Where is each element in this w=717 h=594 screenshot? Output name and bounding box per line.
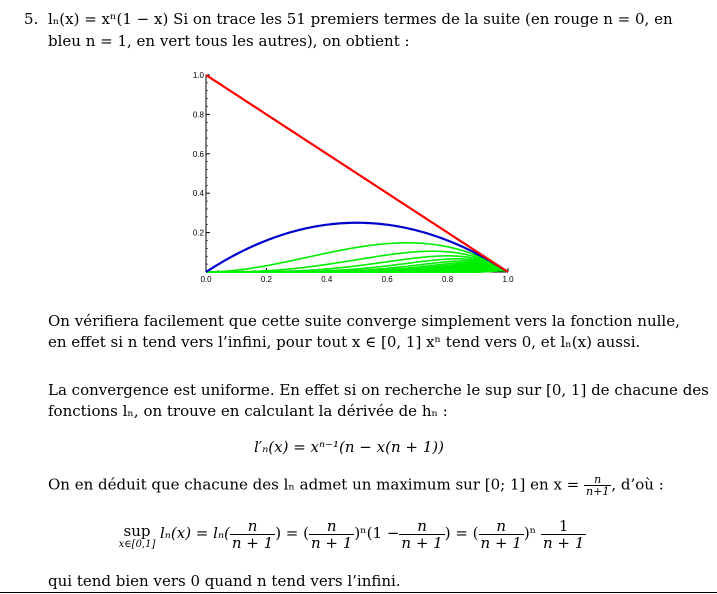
eq2-frac-5-den: n + 1 [542,533,585,552]
x-tick-label: 1.0 [502,275,514,284]
eq2-frac-4-num: n [496,516,506,535]
y-tick-label: 0.8 [192,110,204,120]
para2-line-2: fonctions lₙ, on trouve en calculant la dérivée de hₙ : [48,402,448,420]
eq2-frac-3-den: n + 1 [401,533,443,552]
eq2-mid-1: ) = ( [275,524,309,542]
eq2-lhs: lₙ(x) = lₙ( [160,524,230,542]
eq2-frac-2 [309,518,354,551]
y-tick-label: 0.6 [192,149,204,159]
item-line-2: bleu n = 1, en vert tous les autres), on obtient : [48,32,410,50]
sup-operator [114,523,160,551]
para3-frac-den: n+1 [586,485,610,498]
x-tick-label: 0.4 [321,275,333,284]
eq2-frac-4 [479,518,524,551]
para1-line-2: en effet si n tend vers l’infini, pour tout x ∈ [0, 1] xⁿ tend vers 0, et lₙ(x) aussi. [48,333,641,351]
eq2-mid-4: )ⁿ [523,524,537,542]
para3 [48,474,664,497]
item-line-1: lₙ(x) = xⁿ(1 − x) Si on trace les 51 premiers termes de la suite (en rouge n = 0, en [48,10,673,28]
eq2-mid-2: )ⁿ(1 − [354,524,400,542]
eq2-frac-1 [230,518,275,551]
eq2-frac-1-num: n [247,516,258,535]
function-plot [178,66,523,288]
para3-prefix: On en déduit que chacune des lₙ admet un maximum sur [0; 1] en x = [48,475,580,494]
y-tick-label: 0.4 [192,189,204,199]
eq2-frac-3 [399,518,444,551]
para3-frac-num: n [594,473,602,486]
eq2-frac-2-den: n + 1 [311,533,353,552]
eq2-frac-4-den: n + 1 [480,533,522,552]
eq2-mid-3: ) = ( [444,524,479,542]
eq2-frac-2-num: n [326,516,337,535]
series-n0 [206,75,508,272]
eq2-frac-1-den: n + 1 [231,533,274,552]
x-tick-label: 0.6 [381,275,393,284]
para3-fraction [584,474,611,497]
sup-subscript: x∈[0,1] [118,539,156,550]
para4: qui tend bien vers 0 quand n tend vers l’infini. [48,572,401,590]
eq2-frac-5 [541,518,586,551]
para1-line-1: On vérifiera facilement que cette suite converge simplement vers la fonction nulle, [48,312,680,330]
para2-line-1: La convergence est uniforme. En effet si on recherche le sup sur [0, 1] de chacune des [48,381,709,399]
y-tick-label: 0.2 [192,228,204,238]
eq2-frac-3-num: n [417,516,427,535]
derivative-equation: l′ₙ(x) = xⁿ⁻¹(n − x(n + 1)) [254,438,444,456]
x-tick-label: 0.2 [260,275,272,284]
sup-label: sup [123,522,151,540]
item-number: 5. [24,10,39,28]
page-bottom-rule [0,592,717,593]
y-tick-label: 1.0 [192,71,204,80]
para3-suffix: , d’où : [611,475,664,494]
x-tick-label: 0.8 [442,275,454,284]
x-tick-label: 0.0 [200,275,212,284]
eq2-frac-5-num: 1 [558,516,569,535]
sup-equation [160,514,586,552]
